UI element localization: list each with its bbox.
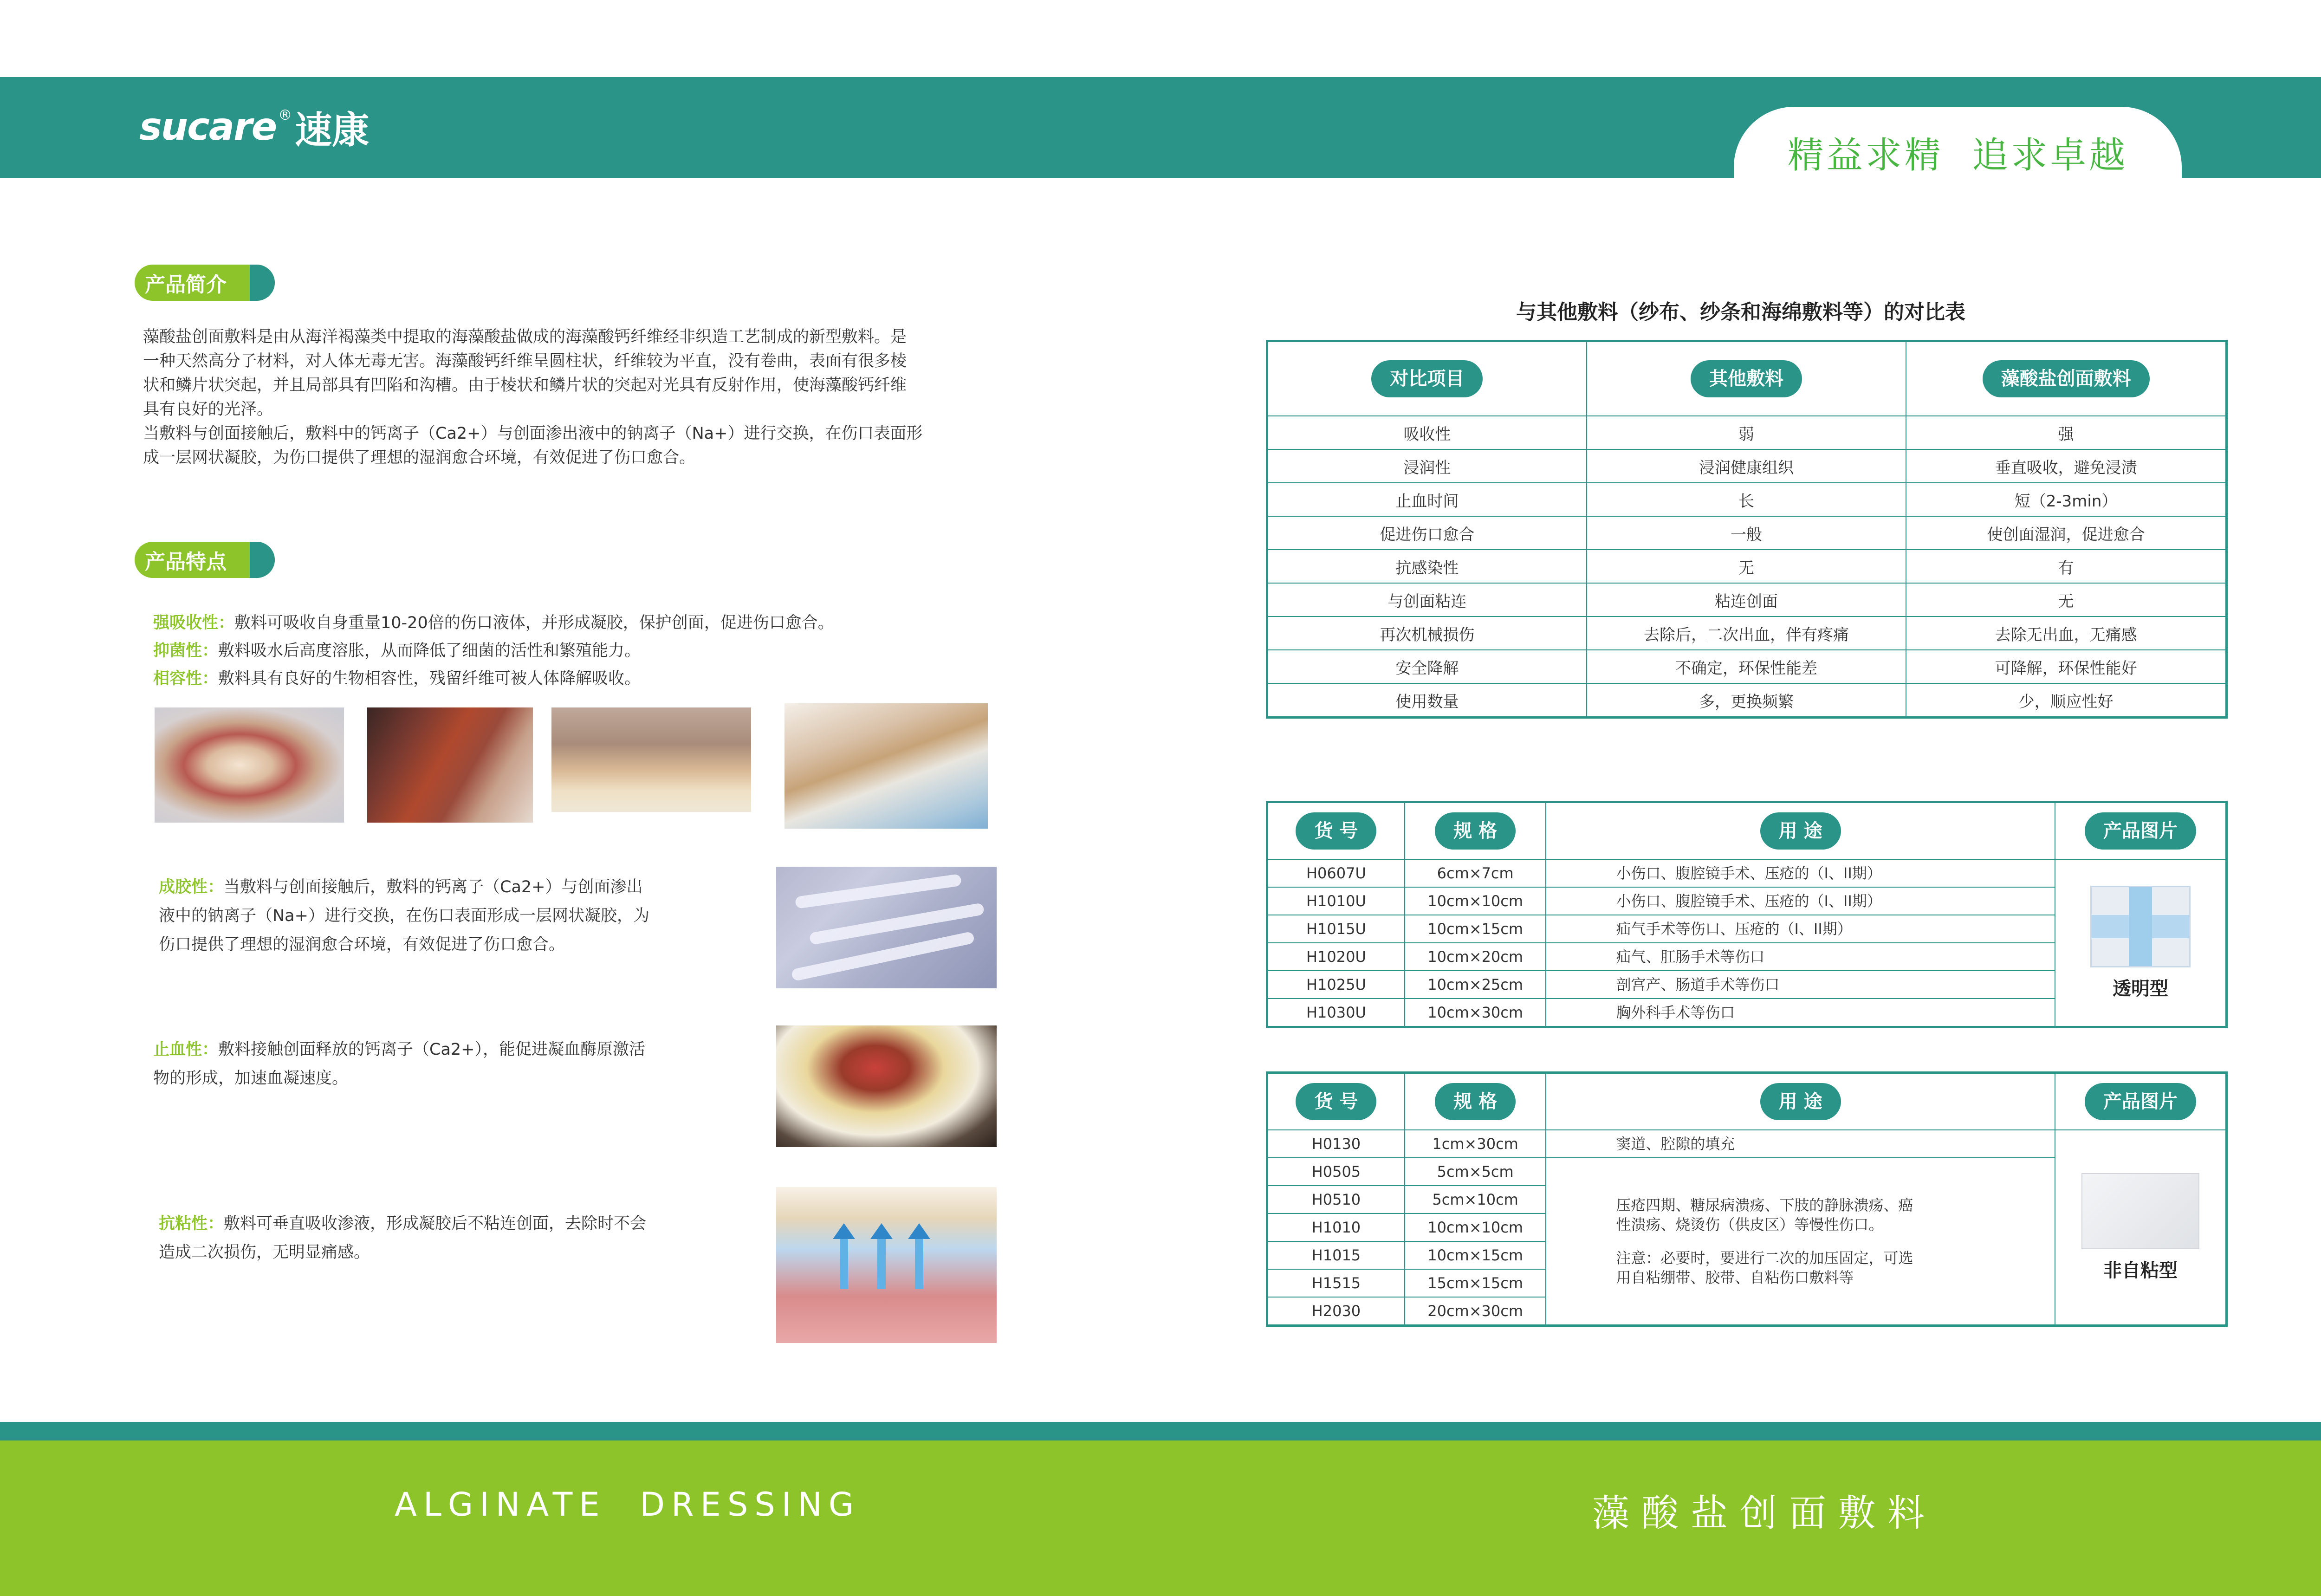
table-cell: 长 [1587,483,1906,516]
table-row [1267,1130,2227,1158]
product-image-cell [2055,859,2226,1027]
header-cell [2055,1073,2227,1130]
feature-text: 敷料具有良好的生物相容性，残留纤维可被人体降解吸收。 [218,669,641,688]
non-adhesive-dressing-image [2081,1173,2199,1249]
table-cell: 浸润健康组织 [1587,449,1906,483]
table-row [1267,616,2227,650]
usage-cell: 疝气、肛肠手术等伤口 [1546,943,2055,971]
intro-title: 产品简介 [145,273,227,297]
table-cell: 少，顺应性好 [1906,683,2226,718]
table-cell: 吸收性 [1267,416,1587,449]
arrow-up-icon [870,1223,893,1239]
table-header-row [1267,1073,2227,1130]
item-code-cell: H1025U [1267,971,1405,999]
size-cell: 5cm×5cm [1405,1158,1546,1186]
wound-dressing-photo [551,707,751,812]
size-cell: 10cm×15cm [1405,1241,1546,1269]
usage-cell: 窦道、腔隙的填充 [1546,1130,2055,1158]
usage-cell [1546,1158,2055,1326]
feature-line [153,1035,738,1064]
table-cell: 促进伤口愈合 [1267,516,1587,550]
table-cell: 可降解，环保性能好 [1906,650,2226,683]
item-code-cell: H1020U [1267,943,1405,971]
item-code-cell: H1030U [1267,999,1405,1027]
feature-line: 物的形成，加速血凝速度。 [153,1069,349,1088]
vertical-absorption-diagram [776,1187,997,1343]
table-row [1267,859,2227,887]
product-image-cell [2055,1130,2227,1326]
table-header-row [1267,341,2227,416]
table-cell: 多，更换频繁 [1587,683,1906,718]
header-cell [1267,1073,1405,1130]
wound-photo [367,707,533,823]
feature-line: 造成二次损伤，无明显痛感。 [159,1243,370,1262]
size-cell: 6cm×7cm [1405,859,1546,887]
transparent-spec-table [1266,801,2228,1028]
table-cell: 与创面粘连 [1267,583,1587,616]
table-cell: 一般 [1587,516,1906,550]
arrow-up-icon [833,1223,855,1239]
feature-text: 敷料可垂直吸收渗液，形成凝胶后不粘连创面，去除时不会 [224,1214,647,1233]
header-cell [1405,1073,1546,1130]
header-pill: 藻酸盐创面敷料 [1983,360,2150,397]
table-cell: 再次机械损伤 [1267,616,1587,650]
size-cell: 20cm×30cm [1405,1297,1546,1326]
item-code-cell: H0130 [1267,1130,1405,1158]
gel-forming-feature [159,873,739,959]
usage-line: 压疮四期、糖尿病溃疡、下肢的静脉溃疡、癌 [1616,1196,1913,1214]
comparison-title: 与其他敷料（纱布、纱条和海绵敷料等）的对比表 [1516,300,1965,324]
header-cell [1587,341,1906,416]
intro-line: 状和鳞片状突起，并且局部具有凹陷和沟槽。由于棱状和鳞片状的突起对光具有反射作用，使海藻酸钙纤维 [143,376,907,395]
item-code-cell: H1015U [1267,915,1405,943]
table-cell: 短（2-3min） [1906,483,2226,516]
registered-mark: ® [278,107,292,123]
arrow-up-icon [908,1223,930,1239]
feature-text: 当敷料与创面接触后，敷料的钙离子（Ca2+）与创面渗出 [224,878,643,896]
table-row [1267,550,2227,583]
transparent-dressing-image [2090,886,2191,967]
nonstick-feature [159,1209,744,1267]
features-title: 产品特点 [145,550,227,574]
hemostasis-photo [776,1025,997,1147]
size-cell: 10cm×10cm [1405,887,1546,915]
comparison-table [1266,340,2228,719]
table-cell: 粘连创面 [1587,583,1906,616]
logo-latin: sucare [139,104,277,149]
intro-line: 藻酸盐创面敷料是由从海洋褐藻类中提取的海藻酸盐做成的海藻酸钙纤维经非织造工艺制成的新型敷料。是 [143,328,907,346]
header-pill: 货 号 [1296,1083,1376,1120]
spacer [1616,1234,2055,1248]
logo-chinese: 速康 [295,108,370,152]
feature-label: 抗粘性： [159,1214,224,1233]
table-cell: 弱 [1587,416,1906,449]
usage-cell: 小伤口、腹腔镜手术、压疮的（I、II期） [1546,887,2055,915]
table-header-row [1267,802,2227,860]
header-pill: 产品图片 [2085,1083,2196,1120]
table-row [1267,416,2227,449]
header-pill: 产品图片 [2085,812,2196,850]
non-adhesive-spec-table [1266,1071,2228,1327]
usage-line: 性溃疡、烧烫伤（供皮区）等慢性伤口。 [1616,1216,1884,1233]
size-cell: 10cm×20cm [1405,943,1546,971]
header-pill: 用 途 [1760,1083,1841,1120]
item-code-cell: H0510 [1267,1186,1405,1213]
intro-line: 具有良好的光泽。 [143,400,273,419]
header-cell [1267,802,1405,860]
intro-line: 成一层网状凝胶，为伤口提供了理想的湿润愈合环境，有效促进了伤口愈合。 [143,448,696,467]
feature-label: 止血性： [153,1040,219,1059]
intro-line: 一种天然高分子材料，对人体无毒无害。海藻酸钙纤维呈圆柱状，纤维较为平直，没有卷曲，表面有很多棱 [143,352,907,370]
header-cell [1546,802,2055,860]
table-row [1267,483,2227,516]
item-code-cell: H1015 [1267,1241,1405,1269]
table-cell: 强 [1906,416,2226,449]
header-pill: 规 格 [1435,812,1516,850]
feature-list [153,609,989,693]
size-cell: 10cm×15cm [1405,915,1546,943]
ion-exchange-diagram [776,867,997,988]
feature-text: 敷料吸水后高度溶胀，从而降低了细菌的活性和繁殖能力。 [218,642,641,660]
hemostasis-feature [153,1035,738,1093]
size-cell: 5cm×10cm [1405,1186,1546,1213]
usage-note-line: 用自粘绷带、胶带、自粘伤口敷料等 [1616,1269,1854,1286]
table-cell: 有 [1906,550,2226,583]
header-cell [2055,802,2226,860]
usage-cell: 剖宫产、肠道手术等伤口 [1546,971,2055,999]
header-pill: 对比项目 [1371,360,1483,397]
header-pill: 用 途 [1760,812,1841,850]
table-row [1267,683,2227,718]
item-code-cell: H1010 [1267,1213,1405,1241]
features-section-pill [135,542,275,578]
header-cell [1906,341,2226,416]
brand-logo [139,101,369,152]
wound-photo [155,707,344,823]
product-type-label: 非自粘型 [2103,1259,2178,1281]
feature-line [159,873,739,902]
item-code-cell: H2030 [1267,1297,1405,1326]
header-cell [1405,802,1546,860]
table-cell: 去除无出血，无痛感 [1906,616,2226,650]
table-cell: 无 [1587,550,1906,583]
header-pill: 货 号 [1296,812,1376,850]
table-cell: 抗感染性 [1267,550,1587,583]
footer-chinese-title: 藻酸盐创面敷料 [1592,1492,1937,1535]
item-code-cell: H1515 [1267,1269,1405,1297]
intro-line: 当敷料与创面接触后，敷料中的钙离子（Ca2+）与创面渗出液中的钠离子（Na+）进行交换，在伤口表面形 [143,424,923,443]
table-cell: 去除后，二次出血，伴有疼痛 [1587,616,1906,650]
header-cell [1267,341,1587,416]
feature-item [153,665,989,693]
item-code-cell: H1010U [1267,887,1405,915]
table-row [1267,583,2227,616]
feature-text: 敷料接触创面释放的钙离子（Ca2+），能促进凝血酶原激活 [218,1040,645,1059]
feature-line [159,1209,744,1238]
feature-text: 敷料可吸收自身重量10-20倍的伤口液体，并形成凝胶，保护创面，促进伤口愈合。 [234,614,834,632]
feature-item [153,637,989,665]
usage-cell: 小伤口、腹腔镜手术、压疮的（I、II期） [1546,859,2055,887]
intro-section-pill [135,265,275,301]
feature-label: 强吸收性： [153,614,235,632]
usage-note-line: 注意：必要时，要进行二次的加压固定，可选 [1616,1249,1913,1267]
feature-label: 成胶性： [159,878,224,896]
table-cell: 垂直吸收，避免浸渍 [1906,449,2226,483]
table-cell: 无 [1906,583,2226,616]
header-cell [1546,1073,2055,1130]
usage-cell: 疝气手术等伤口、压疮的（I、II期） [1546,915,2055,943]
footer-english-title: ALGINATE DRESSING [395,1486,860,1524]
table-cell: 安全降解 [1267,650,1587,683]
table-row [1267,516,2227,550]
table-cell: 使创面湿润，促进愈合 [1906,516,2226,550]
usage-cell: 胸外科手术等伤口 [1546,999,2055,1027]
feature-line: 液中的钠离子（Na+）进行交换，在伤口表面形成一层网状凝胶，为 [159,907,649,925]
header-pill: 其他敷料 [1691,360,1802,397]
slogan: 精益求精 追求卓越 [1787,135,2128,176]
feature-label: 抑菌性： [153,642,219,660]
table-cell: 止血时间 [1267,483,1587,516]
feature-item [153,609,989,637]
size-cell: 15cm×15cm [1405,1269,1546,1297]
size-cell: 10cm×10cm [1405,1213,1546,1241]
footer-band [0,1440,2321,1596]
size-cell: 1cm×30cm [1405,1130,1546,1158]
item-code-cell: H0505 [1267,1158,1405,1186]
size-cell: 10cm×25cm [1405,971,1546,999]
header-pill: 规 格 [1435,1083,1516,1120]
feature-line: 伤口提供了理想的湿润愈合环境，有效促进了伤口愈合。 [159,935,565,954]
footer-stripe [0,1422,2321,1440]
table-cell: 使用数量 [1267,683,1587,718]
table-row [1267,650,2227,683]
table-cell: 不确定，环保性能差 [1587,650,1906,683]
wound-dressing-photo [784,703,988,829]
size-cell: 10cm×30cm [1405,999,1546,1027]
item-code-cell: H0607U [1267,859,1405,887]
feature-label: 相容性： [153,669,219,688]
product-type-label: 透明型 [2113,978,2169,999]
intro-paragraph [143,325,1025,470]
table-row [1267,449,2227,483]
table-cell: 浸润性 [1267,449,1587,483]
